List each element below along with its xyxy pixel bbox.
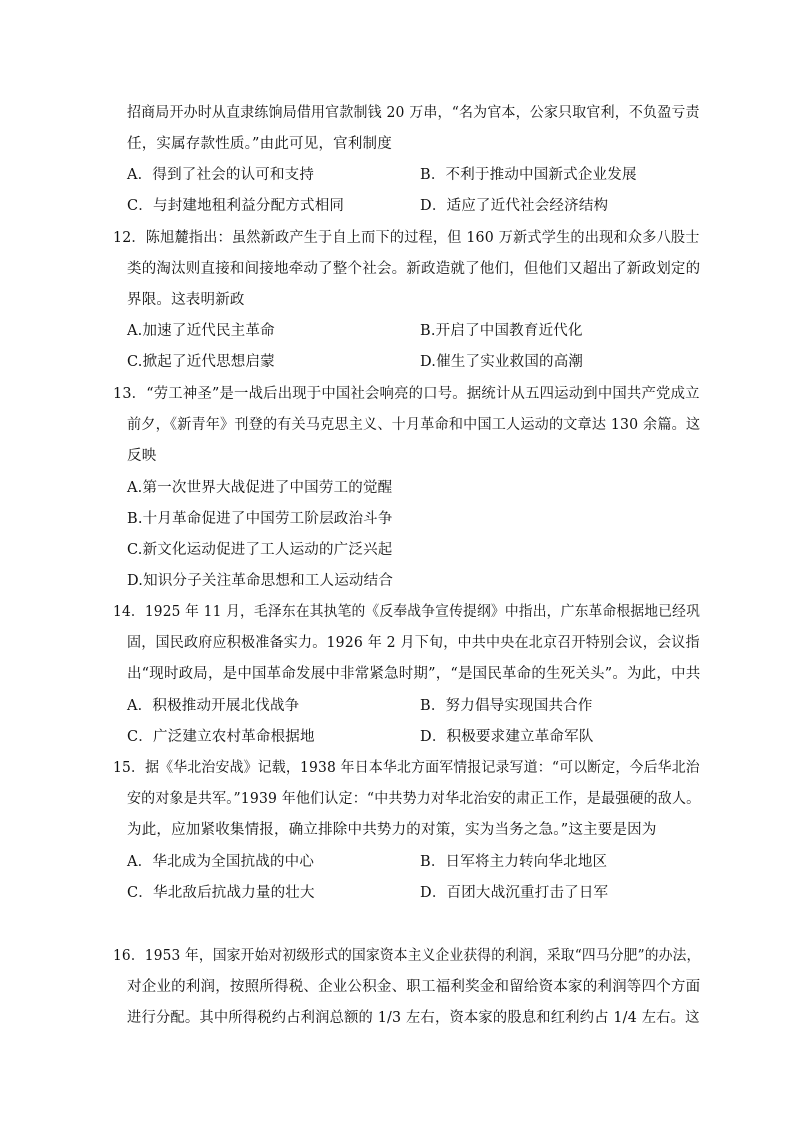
q11-option-d: D．适应了近代社会经济结构	[420, 198, 609, 214]
q15-option-d: D．百团大战沉重打击了日军	[420, 885, 609, 901]
q14-stem-line-1: 14．1925 年 11 月，毛泽东在其执笔的《反奉战争宣传提纲》中指出，广东革命根据地已经巩	[113, 604, 701, 620]
q12-stem-line-2: 类的淘汰则直接和间接地牵动了整个社会。新政造就了他们，但他们又超出了新政划定的	[127, 261, 701, 277]
q14-option-a: A．积极推动开展北伐战争	[127, 698, 300, 714]
q13-stem-line-2: 前夕，《新青年》刊登的有关马克思主义、十月革命和中国工人运动的文章达 130 余篇。这	[127, 417, 701, 433]
q16-stem-line-3: 进行分配。其中所得税约占利润总额的 1/3 左右，资本家的股息和红利约占 1/4 左右。这	[127, 1010, 700, 1026]
q14-stem-line-2: 固，国民政府应积极准备实力。1926 年 2 月下旬，中共中央在北京召开特别会议，会议指	[127, 635, 700, 651]
q14-option-b: B．努力倡导实现国共合作	[420, 698, 593, 714]
q11-stem-line-1: 招商局开办时从直隶练饷局借用官款制钱 20 万串，“名为官本，公家只取官利，不负盈亏责	[127, 105, 700, 121]
q12-option-a: A.加速了近代民主革命	[127, 323, 275, 339]
q15-option-c: C．华北敌后抗战力量的壮大	[127, 885, 315, 901]
q12-stem-line-1: 12．陈旭麓指出：虽然新政产生于自上而下的过程，但 160 万新式学生的出现和众多八股士	[113, 230, 700, 246]
q14-stem-line-3: 出“现时政局，是中国革命发展中非常紧急时期”，“是国民革命的生死关头”。为此，中共	[127, 666, 701, 682]
q13-stem-line-3: 反映	[127, 448, 157, 464]
q11-option-b: B．不利于推动中国新式企业发展	[420, 167, 637, 183]
q12-option-d: D.催生了实业救国的高潮	[420, 354, 584, 370]
q12-stem-line-3: 界限。这表明新政	[127, 292, 245, 308]
q13-option-a: A.第一次世界大战促进了中国劳工的觉醒	[127, 480, 393, 496]
q15-stem-line-1: 15．据《华北治安战》记载，1938 年日本华北方面军情报记录写道：“可以断定，今后华北治	[113, 760, 700, 776]
q16-stem-line-2: 对企业的利润，按照所得税、企业公积金、职工福利奖金和留给资本家的利润等四个方面	[127, 979, 701, 995]
q15-option-a: A．华北成为全国抗战的中心	[127, 854, 315, 870]
q15-stem-line-2: 安的对象是共军。”1939 年他们认定：“中共势力对华北治安的肃正工作，是最强硬的敌人。	[127, 791, 701, 807]
q11-option-c: C．与封建地租利益分配方式相同	[127, 198, 345, 214]
q16-stem-line-1: 16．1953 年，国家开始对初级形式的国家资本主义企业获得的利润，采取“四马分肥”的办法，	[113, 948, 701, 964]
q13-option-d: D.知识分子关注革命思想和工人运动结合	[127, 573, 394, 589]
q14-option-c: C．广泛建立农村革命根据地	[127, 729, 315, 745]
q15-option-b: B．日军将主力转向华北地区	[420, 854, 608, 870]
q15-stem-line-3: 为此，应加紧收集情报，确立排除中共势力的对策，实为当务之急。”这主要是因为	[127, 822, 657, 838]
q12-option-c: C.掀起了近代思想启蒙	[127, 354, 275, 370]
q13-option-c: C.新文化运动促进了工人运动的广泛兴起	[127, 542, 393, 558]
q14-option-d: D．积极要求建立革命军队	[420, 729, 594, 745]
q11-option-a: A．得到了社会的认可和支持	[127, 167, 315, 183]
q13-option-b: B.十月革命促进了中国劳工阶层政治斗争	[127, 511, 393, 527]
q13-stem-line-1: 13．“劳工神圣”是一战后出现于中国社会响亮的口号。据统计从五四运动到中国共产党成立	[113, 386, 700, 402]
q12-option-b: B.开启了中国教育近代化	[420, 323, 583, 339]
q11-stem-line-2: 任，实属存款性质。”由此可见，官利制度	[127, 136, 392, 152]
